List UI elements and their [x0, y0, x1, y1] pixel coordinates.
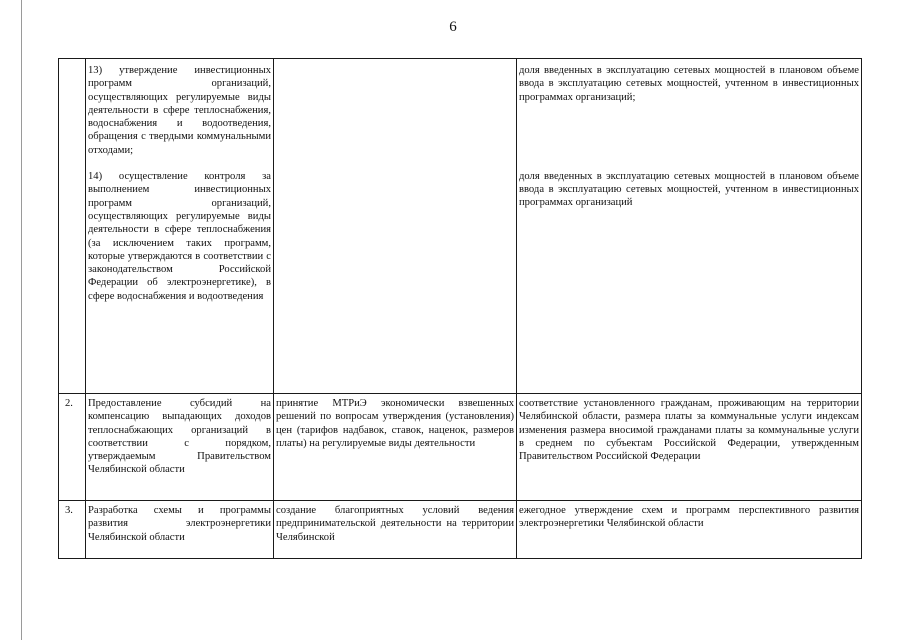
- table-row: [59, 59, 862, 394]
- indicator-text: соответствие установленного гражданам, проживающим на территории Челябинской области, размера платы за коммунальные услуги индексам изменения размера вносимой гражданами платы за коммунальные услуги в среднем по субъектам Российской Федерации, утвержденным Правительством Российской Федерации: [519, 398, 859, 463]
- indicator-text: ежегодное утверждение схем и программ перспективного развития электроэнергетики Челябинской области: [519, 505, 859, 530]
- measure-text: создание благоприятных условий ведения предпринимательской деятельности на территории Челябинской: [276, 505, 514, 543]
- task-text: Разработка схемы и программы развития электроэнергетики Челябинской области: [88, 505, 271, 543]
- page-left-edge: [21, 0, 22, 640]
- row-number-cell: 3.: [59, 501, 86, 559]
- task-cell: [86, 394, 274, 501]
- measure-cell: [274, 394, 517, 501]
- row-number-cell: [59, 59, 86, 394]
- measure-text: принятие МТРиЭ экономически взвешенных решений по вопросам утверждения (установления) цен (тарифов надбавок, ставок, наценок, размеров платы) на регулируемые виды деятельности: [276, 398, 514, 449]
- program-table: [58, 58, 862, 559]
- indicator-item-14: доля введенных в эксплуатацию сетевых мощностей в плановом объеме ввода в эксплуатацию сетевых мощностей, учтенном в инвестиционных программах организаций: [519, 170, 859, 209]
- task-cell: [86, 501, 274, 559]
- indicator-cell: [517, 501, 862, 559]
- indicator-item-13: доля введенных в эксплуатацию сетевых мощностей в плановом объеме ввода в эксплуатацию сетевых мощностей, учтенном в инвестиционных программах организаций;: [519, 65, 859, 103]
- measure-cell: [274, 59, 517, 394]
- indicator-cell: [517, 59, 862, 394]
- task-item-14: 14) осуществление контроля за выполнением инвестиционных программ организаций, осуществляющих регулируемые виды деятельности в сфере теплоснабжения (за исключением таких программ, которые утверждаются в соответствии с законодательством Российской Федерации об электроэнергетике), в сфере водоснабжения и водоотведения: [88, 171, 271, 302]
- row-number-cell: 2.: [59, 394, 86, 501]
- page-number: 6: [449, 19, 457, 35]
- table-row: [59, 394, 862, 501]
- task-item-13: 13) утверждение инвестиционных программ организаций, осуществляющих регулируемые виды деятельности в сфере теплоснабжения, водоснабжения и водоотведения, обращения с твердыми коммунальными отходами;: [88, 65, 271, 156]
- indicator-cell: [517, 394, 862, 501]
- table-row: [59, 501, 862, 559]
- measure-cell: [274, 501, 517, 559]
- task-text: Предоставление субсидий на компенсацию выпадающих доходов теплоснабжающих организаций в соответствии с порядком, утверждаемым Правительством Челябинской области: [88, 398, 271, 476]
- task-cell: [86, 59, 274, 394]
